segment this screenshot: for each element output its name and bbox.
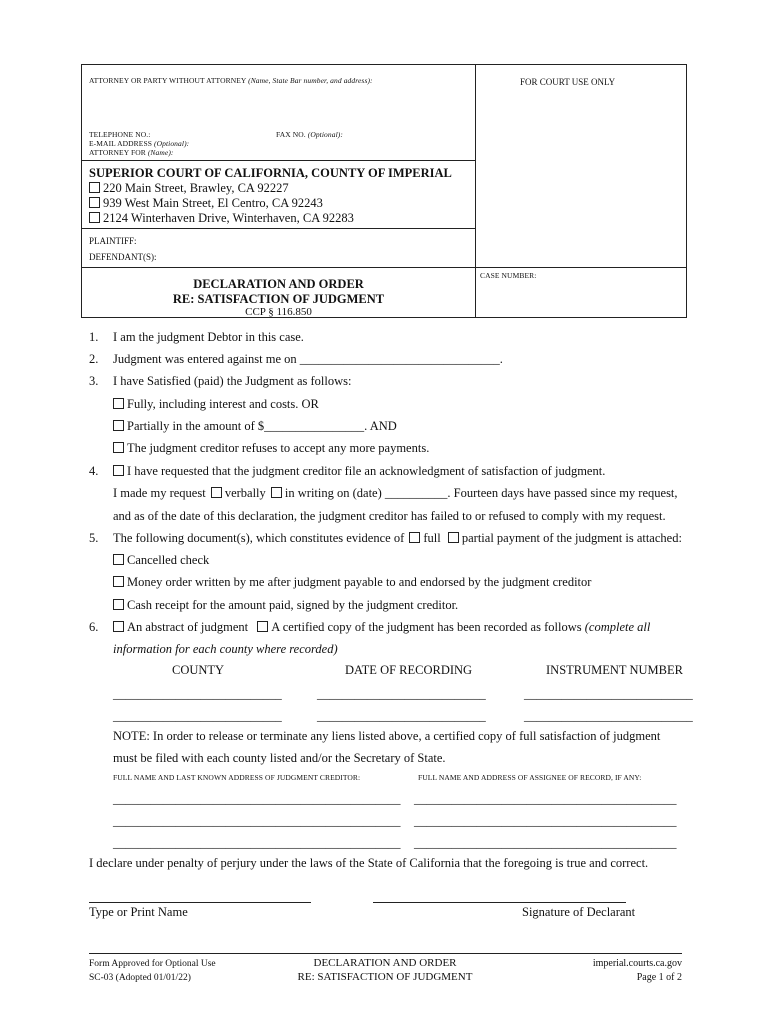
creditor-label: FULL NAME AND LAST KNOWN ADDRESS OF JUDGMENT CREDITOR: [113, 773, 361, 782]
money-order-checkbox[interactable] [113, 576, 124, 587]
creditor-field[interactable]: ______________________________________________ [113, 792, 401, 806]
plaintiff-label: PLAINTIFF: [89, 236, 137, 246]
item-4-continuation: and as of the date of this declaration, the judgment creditor has failed to or refused to comply with my request. [113, 509, 666, 523]
county-field[interactable]: ___________________________ [113, 709, 282, 723]
item-2-text: Judgment was entered against me on ________________________________. [113, 352, 503, 366]
option-fully-paid[interactable] [113, 397, 319, 412]
item-number: 1. [89, 330, 99, 344]
cash-receipt-checkbox[interactable] [113, 599, 124, 610]
column-date-of-recording: DATE OF RECORDING [345, 663, 473, 677]
signature-line[interactable] [373, 902, 626, 903]
email-field-label [89, 139, 189, 148]
location-label: 939 West Main Street, El Centro, CA 92243 [103, 196, 323, 210]
cancelled-check-label: Cancelled check [127, 553, 210, 567]
footer-rule [89, 953, 682, 954]
instrument-field[interactable]: ___________________________ [524, 709, 693, 723]
request-method-line [113, 486, 678, 501]
attorney-field-label [89, 76, 373, 85]
verbally-label: verbally [224, 486, 266, 500]
attorney-for-field-label [89, 148, 174, 157]
date-field[interactable]: ___________________________ [317, 709, 486, 723]
column-instrument-number: INSTRUMENT NUMBER [546, 663, 683, 677]
caption-rule [81, 267, 476, 268]
email-hint: (Optional): [154, 139, 190, 148]
caption-rule [475, 267, 687, 268]
option-creditor-refuses[interactable] [113, 441, 429, 456]
telephone-label: TELEPHONE NO.: [89, 130, 151, 139]
option-partially-paid[interactable] [113, 419, 397, 434]
item-number: 2. [89, 352, 99, 366]
request-label: I made my request [113, 486, 206, 500]
perjury-declaration: I declare under penalty of perjury under the laws of the State of California that the foregoing is true and correct. [89, 856, 649, 870]
cash-receipt-label: Cash receipt for the amount paid, signed by the judgment creditor. [127, 598, 459, 612]
date-field[interactable]: ___________________________ [317, 687, 486, 701]
verbally-checkbox[interactable] [211, 487, 222, 498]
footer-title-line2: RE: SATISFACTION OF JUDGMENT [297, 971, 473, 983]
court-name: SUPERIOR COURT OF CALIFORNIA, COUNTY OF IMPERIAL [89, 166, 452, 180]
fax-label: FAX NO. [276, 130, 306, 139]
assignee-field[interactable]: __________________________________________ [414, 814, 677, 828]
partially-paid-label: Partially in the amount of $________________. AND [127, 419, 397, 433]
evidence-line [113, 531, 682, 546]
email-label: E-MAIL ADDRESS [89, 139, 153, 148]
assignee-field[interactable]: __________________________________________ [414, 792, 677, 806]
partial-checkbox[interactable] [448, 532, 459, 543]
full-label: full [423, 531, 441, 545]
footer-approved: Form Approved for Optional Use [89, 959, 216, 969]
print-name-line[interactable] [89, 902, 311, 903]
instrument-field[interactable]: ___________________________ [524, 687, 693, 701]
location-checkbox[interactable] [89, 212, 100, 223]
creditor-refuses-checkbox[interactable] [113, 442, 124, 453]
recording-line [113, 620, 650, 635]
fully-paid-label: Fully, including interest and costs. OR [127, 397, 319, 411]
assignee-field[interactable]: __________________________________________ [414, 836, 677, 850]
recording-instruction: information for each county where recorded) [113, 642, 338, 656]
footer-form-id: SC-03 (Adopted 01/01/22) [89, 973, 191, 983]
fully-paid-checkbox[interactable] [113, 398, 124, 409]
footer-title-line1: DECLARATION AND ORDER [313, 957, 457, 969]
item-3-text: I have Satisfied (paid) the Judgment as follows: [113, 374, 352, 388]
location-checkbox[interactable] [89, 197, 100, 208]
attorney-for-hint: (Name): [147, 148, 174, 157]
complete-all-note: (complete all [584, 620, 651, 634]
signature-label: Signature of Declarant [522, 905, 636, 919]
item-number: 3. [89, 374, 99, 388]
in-writing-checkbox[interactable] [271, 487, 282, 498]
location-option-brawley[interactable] [89, 181, 289, 196]
form-title-line1: DECLARATION AND ORDER [193, 277, 364, 291]
attorney-hint: (Name, State Bar number, and address): [248, 76, 373, 85]
column-county: COUNTY [172, 663, 225, 677]
creditor-field[interactable]: ______________________________________________ [113, 814, 401, 828]
attorney-label: ATTORNEY OR PARTY WITHOUT ATTORNEY [89, 76, 247, 85]
print-name-label: Type or Print Name [89, 905, 188, 919]
form-title-line2: RE: SATISFACTION OF JUDGMENT [172, 292, 385, 306]
abstract-checkbox[interactable] [113, 621, 124, 632]
county-field[interactable]: ___________________________ [113, 687, 282, 701]
item-number: 4. [89, 464, 99, 478]
full-checkbox[interactable] [409, 532, 420, 543]
location-label: 220 Main Street, Brawley, CA 92227 [103, 181, 289, 195]
location-option-el-centro[interactable] [89, 196, 323, 211]
partial-label: partial payment of the judgment is attached: [461, 531, 682, 545]
assignee-label: FULL NAME AND ADDRESS OF ASSIGNEE OF RECORD, IF ANY: [418, 773, 642, 782]
attorney-for-label: ATTORNEY FOR [89, 148, 146, 157]
abstract-label: An abstract of judgment [127, 620, 249, 634]
creditor-refuses-label: The judgment creditor refuses to accept any more payments. [127, 441, 430, 455]
in-writing-label: in writing on (date) __________. Fourteen days have passed since my request, [284, 486, 678, 500]
location-label: 2124 Winterhaven Drive, Winterhaven, CA 92283 [103, 211, 354, 225]
option-cancelled-check[interactable] [113, 553, 209, 568]
option-requested-acknowledgment[interactable] [113, 464, 605, 479]
location-option-winterhaven[interactable] [89, 211, 354, 226]
footer-page-number: Page 1 of 2 [636, 972, 682, 983]
court-use-label: FOR COURT USE ONLY [520, 77, 616, 87]
certified-copy-checkbox[interactable] [257, 621, 268, 632]
creditor-field[interactable]: ______________________________________________ [113, 836, 401, 850]
form-statute: CCP § 116.850 [245, 306, 312, 318]
option-money-order[interactable] [113, 575, 591, 590]
footer-website[interactable]: imperial.courts.ca.gov [592, 958, 682, 969]
money-order-label: Money order written by me after judgment payable to and endorsed by the judgment creditor [127, 575, 592, 589]
requested-checkbox[interactable] [113, 465, 124, 476]
cancelled-check-checkbox[interactable] [113, 554, 124, 565]
caption-rule [81, 160, 476, 161]
lien-note-line1: NOTE: In order to release or terminate any liens listed above, a certified copy of full satisfaction of judgment [113, 729, 661, 743]
fax-field-label [276, 130, 343, 139]
requested-label: I have requested that the judgment creditor file an acknowledgment of satisfaction of judgment. [127, 464, 606, 478]
partially-paid-checkbox[interactable] [113, 420, 124, 431]
item-number: 6. [89, 620, 99, 634]
location-checkbox[interactable] [89, 182, 100, 193]
lien-note-line2: must be filed with each county listed and/or the Secretary of State. [113, 751, 446, 765]
option-cash-receipt[interactable] [113, 598, 458, 613]
item-1-text: I am the judgment Debtor in this case. [113, 330, 304, 344]
certified-copy-label: A certified copy of the judgment has been recorded as follows [271, 620, 582, 634]
caption-rule [81, 228, 476, 229]
defendant-label: DEFENDANT(S): [89, 252, 157, 262]
fax-hint: (Optional): [307, 130, 343, 139]
item-number: 5. [89, 531, 99, 545]
case-number-label: CASE NUMBER: [480, 271, 537, 280]
evidence-label: The following document(s), which constitutes evidence of [113, 531, 405, 545]
